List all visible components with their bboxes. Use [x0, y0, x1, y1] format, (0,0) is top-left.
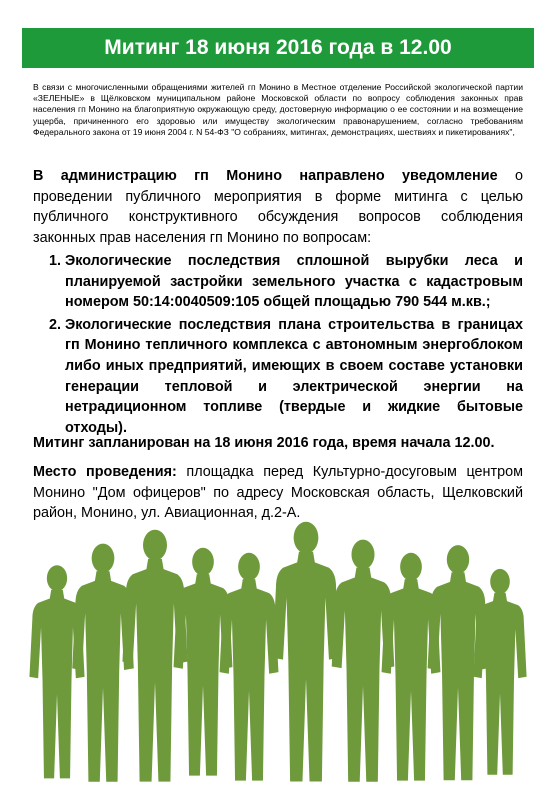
silhouette-6 — [272, 522, 339, 782]
title-banner — [22, 28, 534, 68]
venue-label: Место проведения: — [33, 464, 177, 480]
silhouette-2 — [72, 544, 134, 782]
notice-paragraph — [33, 166, 523, 248]
page-title: Митинг 18 июня 2016 года в 12.00 — [104, 36, 452, 59]
notice-bold: В администрацию гп Монино направлено уведомление — [33, 168, 498, 184]
list-item: 1. Экологические последствия сплошной вырубки леса и планируемой застройки земельного участка с кадастровым номером 50:14:0040509:105 общей площадью 790 544 м.кв.; — [65, 251, 523, 313]
crowd-silhouettes-image — [28, 520, 528, 785]
silhouette-5 — [220, 553, 279, 781]
venue-text: площадка перед Культурно-досуговым центром Монино "Дом офицеров" по адресу Московская область, Щелковский район, Монино, ул. Авиационная, д.2-А. — [33, 464, 523, 522]
venue-paragraph — [33, 462, 523, 524]
list-item: 2. Экологические последствия плана строительства в границах гп Монино тепличного комплекса с автономным энергоблоком либо иных предприятий, имеющих в своем составе установки генерации тепловой и электрической энергии на нетрадиционном топливе (твердые и жидкие бытовые отходы). — [65, 315, 523, 439]
notice-rest: о проведении публичного мероприятия в форме митинга с целью публичного конструктивного обсуждения вопросов соблюдения законных прав населения гп Монино по вопросам: — [33, 168, 523, 246]
issues-list — [33, 251, 523, 440]
intro-paragraph: В связи с многочисленными обращениями жителей гп Монино в Местное отделение Российской экологической партии «ЗЕЛЕНЫЕ» в Щёлковском муниципальном районе Московской области по вопросу соблюдения законных прав населения гп Монино на благоприятную окружающую среду, достоверную информацию о ее состоянии и на возмещение ущерба, причиненного его здоровью или имуществу экологическим правонарушением, согласно требованиям Федерального закона от 19 июня 2004 г. N 54-ФЗ "О собраниях, митингах, демонстрациях, шествиях и пикетированиях", — [33, 82, 523, 137]
schedule-line: Митинг запланирован на 18 июня 2016 года, время начала 12.00. — [33, 435, 495, 451]
